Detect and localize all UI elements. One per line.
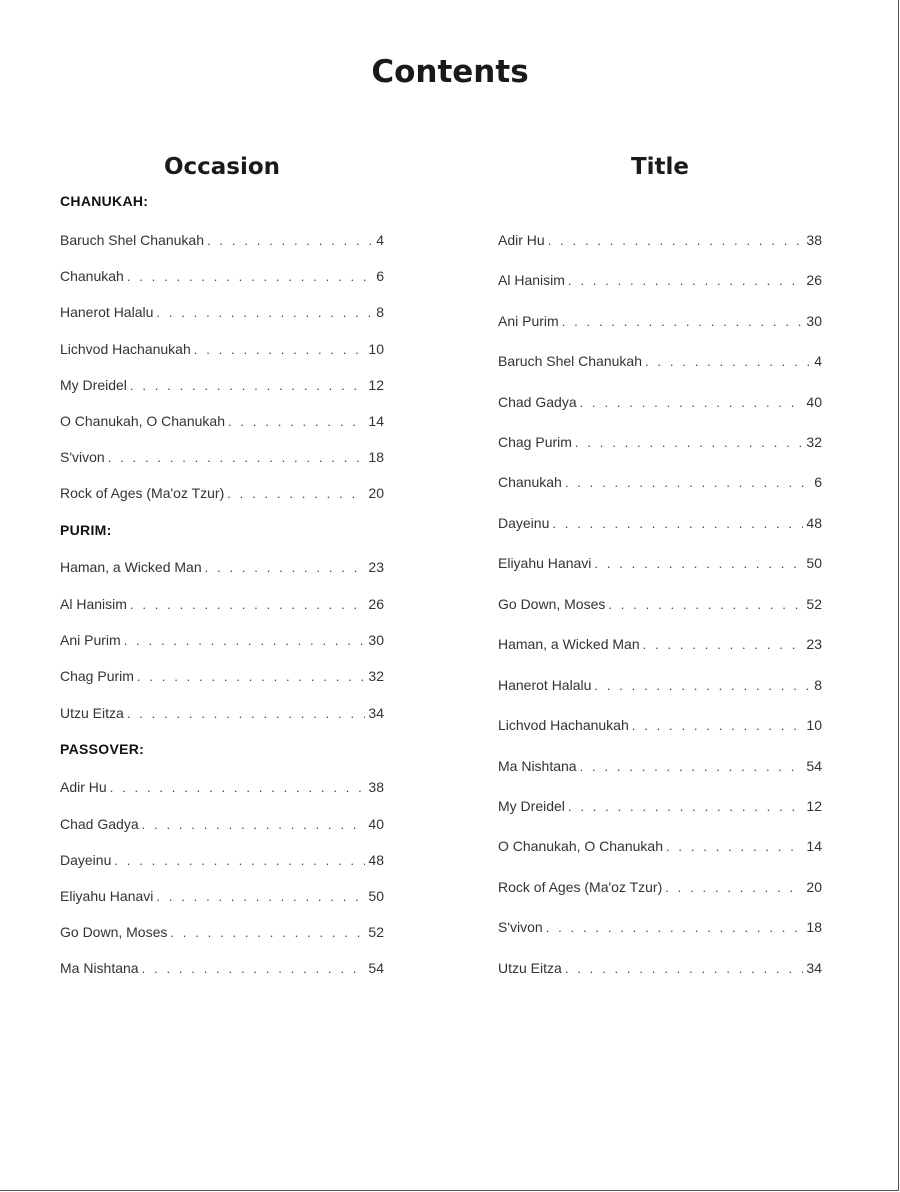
entry-page: 10	[368, 341, 384, 357]
toc-entry[interactable]	[498, 553, 822, 573]
toc-entry[interactable]	[498, 958, 822, 978]
entry-page: 52	[368, 924, 384, 940]
entry-page: 32	[806, 434, 822, 450]
dot-leader	[594, 676, 811, 696]
toc-entry[interactable]	[498, 756, 822, 776]
dot-leader	[127, 704, 366, 724]
entry-name: O Chanukah, O Chanukah	[60, 413, 225, 429]
toc-entry[interactable]	[60, 850, 384, 870]
entry-page: 23	[806, 636, 822, 652]
toc-entry[interactable]	[60, 814, 384, 834]
entry-page: 34	[806, 960, 822, 976]
entry-name: Al Hanisim	[498, 272, 565, 288]
section-label-purim: PURIM:	[60, 522, 112, 538]
entry-name: Chad Gadya	[60, 816, 139, 832]
dot-leader	[137, 667, 366, 687]
entry-name: Baruch Shel Chanukah	[498, 353, 642, 369]
entry-name: Ma Nishtana	[498, 758, 577, 774]
entry-page: 6	[814, 474, 822, 490]
toc-entry[interactable]	[60, 630, 384, 650]
toc-entry[interactable]	[498, 230, 822, 250]
entry-name: My Dreidel	[498, 798, 565, 814]
entry-name: My Dreidel	[60, 377, 127, 393]
entry-name: Ani Purim	[60, 632, 121, 648]
entry-page: 50	[806, 555, 822, 571]
toc-entry[interactable]	[60, 922, 384, 942]
entry-page: 38	[806, 232, 822, 248]
entry-page: 23	[368, 559, 384, 575]
entry-page: 32	[368, 668, 384, 684]
toc-entry[interactable]	[498, 715, 822, 735]
toc-entry[interactable]	[60, 302, 384, 322]
toc-entry[interactable]	[60, 411, 384, 431]
entry-name: Al Hanisim	[60, 596, 127, 612]
toc-entry[interactable]	[60, 666, 384, 686]
toc-entry[interactable]	[498, 877, 822, 897]
dot-leader	[124, 631, 366, 651]
toc-entry[interactable]	[498, 917, 822, 937]
entry-page: 6	[376, 268, 384, 284]
dot-leader	[594, 554, 803, 574]
entry-page: 34	[368, 705, 384, 721]
dot-leader	[114, 851, 365, 871]
entry-page: 48	[806, 515, 822, 531]
dot-leader	[580, 757, 804, 777]
toc-entry[interactable]	[60, 375, 384, 395]
entry-name: Go Down, Moses	[498, 596, 606, 612]
entry-page: 4	[814, 353, 822, 369]
entry-page: 10	[806, 717, 822, 733]
entry-name: Chag Purim	[60, 668, 134, 684]
entry-page: 52	[806, 596, 822, 612]
entry-name: Dayeinu	[60, 852, 112, 868]
entry-name: Chanukah	[498, 474, 562, 490]
dot-leader	[575, 433, 804, 453]
dot-leader	[130, 376, 366, 396]
dot-leader	[608, 595, 803, 615]
toc-entry[interactable]	[498, 472, 822, 492]
dot-leader	[127, 267, 373, 287]
dot-leader	[565, 959, 804, 979]
dot-leader	[548, 231, 804, 251]
toc-entry[interactable]	[60, 483, 384, 503]
dot-leader	[227, 484, 365, 504]
entry-page: 26	[806, 272, 822, 288]
entry-name: Baruch Shel Chanukah	[60, 232, 204, 248]
entry-name: Go Down, Moses	[60, 924, 168, 940]
entry-name: S'vivon	[60, 449, 105, 465]
entry-page: 18	[806, 919, 822, 935]
entry-page: 14	[806, 838, 822, 854]
entry-page: 8	[814, 677, 822, 693]
dot-leader	[142, 815, 366, 835]
dot-leader	[228, 412, 365, 432]
toc-entry[interactable]	[498, 311, 822, 331]
toc-entry[interactable]	[498, 796, 822, 816]
toc-entry[interactable]	[498, 392, 822, 412]
entry-page: 38	[368, 779, 384, 795]
section-label-passover: PASSOVER:	[60, 741, 145, 757]
dot-leader	[643, 635, 804, 655]
toc-entry[interactable]	[60, 958, 384, 978]
dot-leader	[568, 271, 804, 291]
dot-leader	[142, 959, 366, 979]
page-title: Contents	[371, 54, 529, 90]
dot-leader	[170, 923, 365, 943]
toc-entry[interactable]	[60, 230, 384, 250]
entry-page: 48	[368, 852, 384, 868]
entry-page: 50	[368, 888, 384, 904]
toc-entry[interactable]	[498, 513, 822, 533]
entry-page: 14	[368, 413, 384, 429]
entry-name: S'vivon	[498, 919, 543, 935]
dot-leader	[632, 716, 804, 736]
toc-entry[interactable]	[60, 594, 384, 614]
entry-name: Rock of Ages (Ma'oz Tzur)	[60, 485, 225, 501]
entry-name: Adir Hu	[498, 232, 545, 248]
entry-name: Lichvod Hachanukah	[498, 717, 629, 733]
occasion-heading: Occasion	[163, 154, 281, 180]
entry-page: 30	[368, 632, 384, 648]
dot-leader	[110, 778, 366, 798]
entry-name: Eliyahu Hanavi	[498, 555, 592, 571]
toc-entry[interactable]	[498, 270, 822, 290]
entry-page: 54	[368, 960, 384, 976]
entry-name: Adir Hu	[60, 779, 107, 795]
toc-entry[interactable]	[60, 557, 384, 577]
entry-page: 30	[806, 313, 822, 329]
toc-entry[interactable]	[498, 594, 822, 614]
entry-page: 12	[806, 798, 822, 814]
dot-leader	[552, 514, 803, 534]
dot-leader	[666, 837, 803, 857]
toc-entry[interactable]	[60, 266, 384, 286]
toc-entry[interactable]	[60, 886, 384, 906]
toc-entry[interactable]	[60, 339, 384, 359]
entry-name: Hanerot Halalu	[498, 677, 592, 693]
entry-name: Chanukah	[60, 268, 124, 284]
dot-leader	[565, 473, 811, 493]
toc-entry[interactable]	[60, 703, 384, 723]
toc-entry[interactable]	[60, 777, 384, 797]
toc-entry[interactable]	[498, 634, 822, 654]
dot-leader	[205, 558, 366, 578]
entry-name: Haman, a Wicked Man	[498, 636, 640, 652]
dot-leader	[568, 797, 804, 817]
entry-page: 8	[376, 304, 384, 320]
entry-name: Ma Nishtana	[60, 960, 139, 976]
entry-page: 20	[368, 485, 384, 501]
dot-leader	[108, 448, 366, 468]
entry-page: 20	[806, 879, 822, 895]
entry-page: 54	[806, 758, 822, 774]
dot-leader	[645, 352, 811, 372]
toc-entry[interactable]	[498, 432, 822, 452]
entry-name: Chag Purim	[498, 434, 572, 450]
toc-entry[interactable]	[498, 836, 822, 856]
entry-name: Haman, a Wicked Man	[60, 559, 202, 575]
entry-page: 26	[368, 596, 384, 612]
toc-entry[interactable]	[498, 675, 822, 695]
entry-page: 40	[806, 394, 822, 410]
entry-name: O Chanukah, O Chanukah	[498, 838, 663, 854]
entry-page: 40	[368, 816, 384, 832]
dot-leader	[665, 878, 803, 898]
dot-leader	[194, 340, 366, 360]
entry-name: Eliyahu Hanavi	[60, 888, 154, 904]
dot-leader	[562, 312, 804, 332]
entry-name: Ani Purim	[498, 313, 559, 329]
entry-name: Rock of Ages (Ma'oz Tzur)	[498, 879, 663, 895]
entry-page: 12	[368, 377, 384, 393]
entry-name: Chad Gadya	[498, 394, 577, 410]
entry-page: 4	[376, 232, 384, 248]
entry-name: Utzu Eitza	[60, 705, 124, 721]
title-heading: Title	[630, 154, 690, 180]
dot-leader	[546, 918, 804, 938]
entry-name: Hanerot Halalu	[60, 304, 154, 320]
entry-page: 18	[368, 449, 384, 465]
dot-leader	[207, 231, 373, 251]
toc-entry[interactable]	[60, 447, 384, 467]
entry-name: Utzu Eitza	[498, 960, 562, 976]
dot-leader	[156, 303, 373, 323]
dot-leader	[580, 393, 804, 413]
entry-name: Dayeinu	[498, 515, 550, 531]
entry-name: Lichvod Hachanukah	[60, 341, 191, 357]
dot-leader	[156, 887, 365, 907]
dot-leader	[130, 595, 366, 615]
toc-entry[interactable]	[498, 351, 822, 371]
section-label-chanukah: CHANUKAH:	[60, 193, 149, 209]
